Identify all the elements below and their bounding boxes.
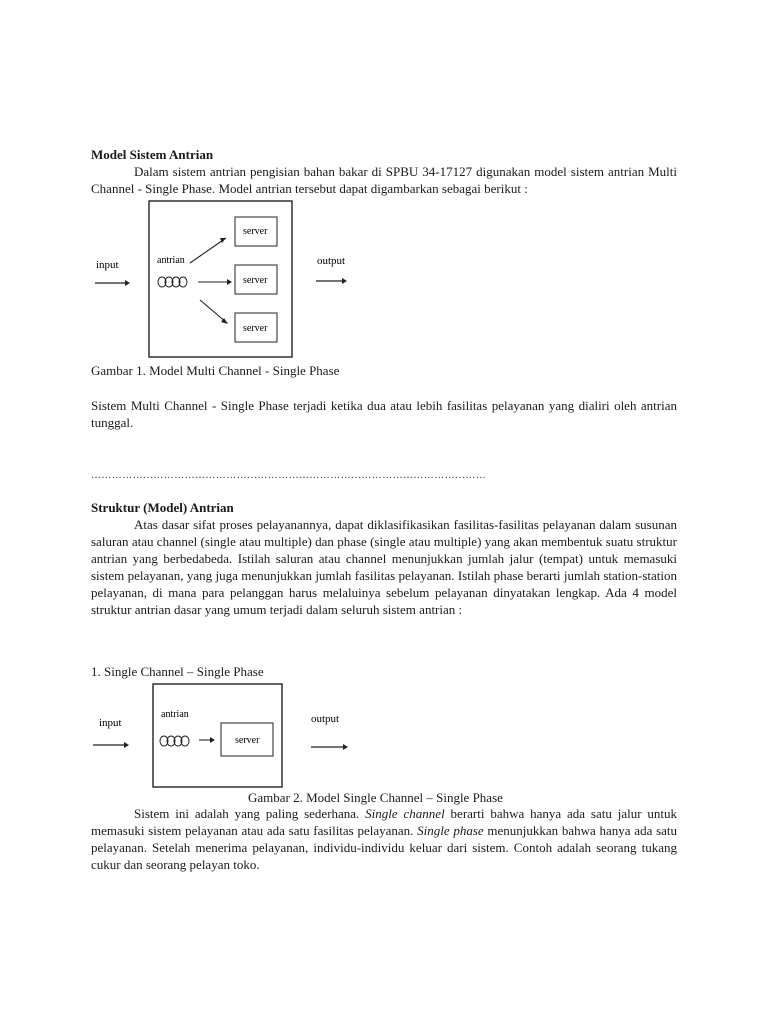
desc-text-1: Sistem ini adalah yang paling sederhana. bbox=[134, 806, 366, 821]
separator-dots: …………………………………………………………………………………………………… bbox=[91, 470, 487, 481]
desc-italic-single-phase: Single phase bbox=[417, 823, 484, 838]
diagram1-queue-label: antrian bbox=[157, 255, 185, 266]
diagram2-queue-circles bbox=[160, 736, 189, 746]
section-heading-model-sistem-antrian: Model Sistem Antrian bbox=[91, 147, 214, 162]
single-channel-diagram bbox=[0, 680, 768, 790]
section-heading-struktur-antrian: Struktur (Model) Antrian bbox=[91, 500, 234, 515]
diagram2-output-label: output bbox=[311, 713, 340, 725]
figure2-caption: Gambar 2. Model Single Channel – Single Phase bbox=[248, 790, 503, 805]
struktur-paragraph bbox=[91, 516, 677, 618]
diagram1-server-label-3: server bbox=[243, 323, 268, 334]
intro-text: Dalam sistem antrian pengisian bahan bakar di SPBU 34-17127 digunakan model sistem antrian Multi Channel - Single Phase. Model antrian tersebut dapat digambarkan sebagai berikut : bbox=[91, 164, 677, 196]
multi-channel-diagram bbox=[0, 0, 768, 400]
desc-italic-single-channel: Single channel bbox=[365, 806, 445, 821]
multi-channel-description: Sistem Multi Channel - Single Phase terjadi ketika dua atau lebih fasilitas pelayanan yang dialiri oleh antrian tunggal. bbox=[91, 398, 677, 430]
desc-text-3: menunjukkan bahwa hanya ada satu pelayanan. Setelah menerima pelayanan, individu-individu keluar dari sistem. Contoh adalah seorang tukang cukur dan seorang pelayan toko. bbox=[91, 823, 678, 872]
diagram2-server-label: server bbox=[235, 735, 260, 746]
desc-text-2: berarti bahwa hanya ada satu jalur untuk memasuki sistem pelayanan atau ada satu fasilitas pelayanan. bbox=[91, 806, 677, 838]
diagram1-input-label: input bbox=[96, 259, 119, 271]
diagram1-server-label-1: server bbox=[243, 226, 268, 237]
diagram1-server-label-2: server bbox=[243, 275, 268, 286]
diagram2-input-label: input bbox=[99, 717, 122, 729]
single-channel-description bbox=[91, 805, 677, 873]
struktur-text: Atas dasar sifat proses pelayanannya, dapat diklasifikasikan fasilitas-fasilitas pelayanan dalam susunan saluran atau channel (single atau multiple) dan phase (single atau multiple) yang akan membentuk suatu struktur antrian yang berbedabeda. Istilah saluran atau channel menunjukkan jumlah jalur (tempat) untuk memasuki sistem pelayanan, yang juga menunjukkan jumlah fasilitas pelayanan. Istilah phase berarti jumlah station-station pelayanan, di mana para pelanggan harus melaluinya sebelum pelayanan dinyatakan lengkap. Ada 4 model struktur antrian dasar yang umum terjadi dalam seluruh sistem antrian : bbox=[91, 517, 677, 617]
diagram1-queue-circles bbox=[158, 277, 187, 287]
diagram2-queue-label: antrian bbox=[161, 709, 189, 720]
model1-title: 1. Single Channel – Single Phase bbox=[91, 664, 264, 679]
figure1-caption: Gambar 1. Model Multi Channel - Single Phase bbox=[91, 363, 340, 378]
diagram1-output-label: output bbox=[317, 255, 346, 267]
